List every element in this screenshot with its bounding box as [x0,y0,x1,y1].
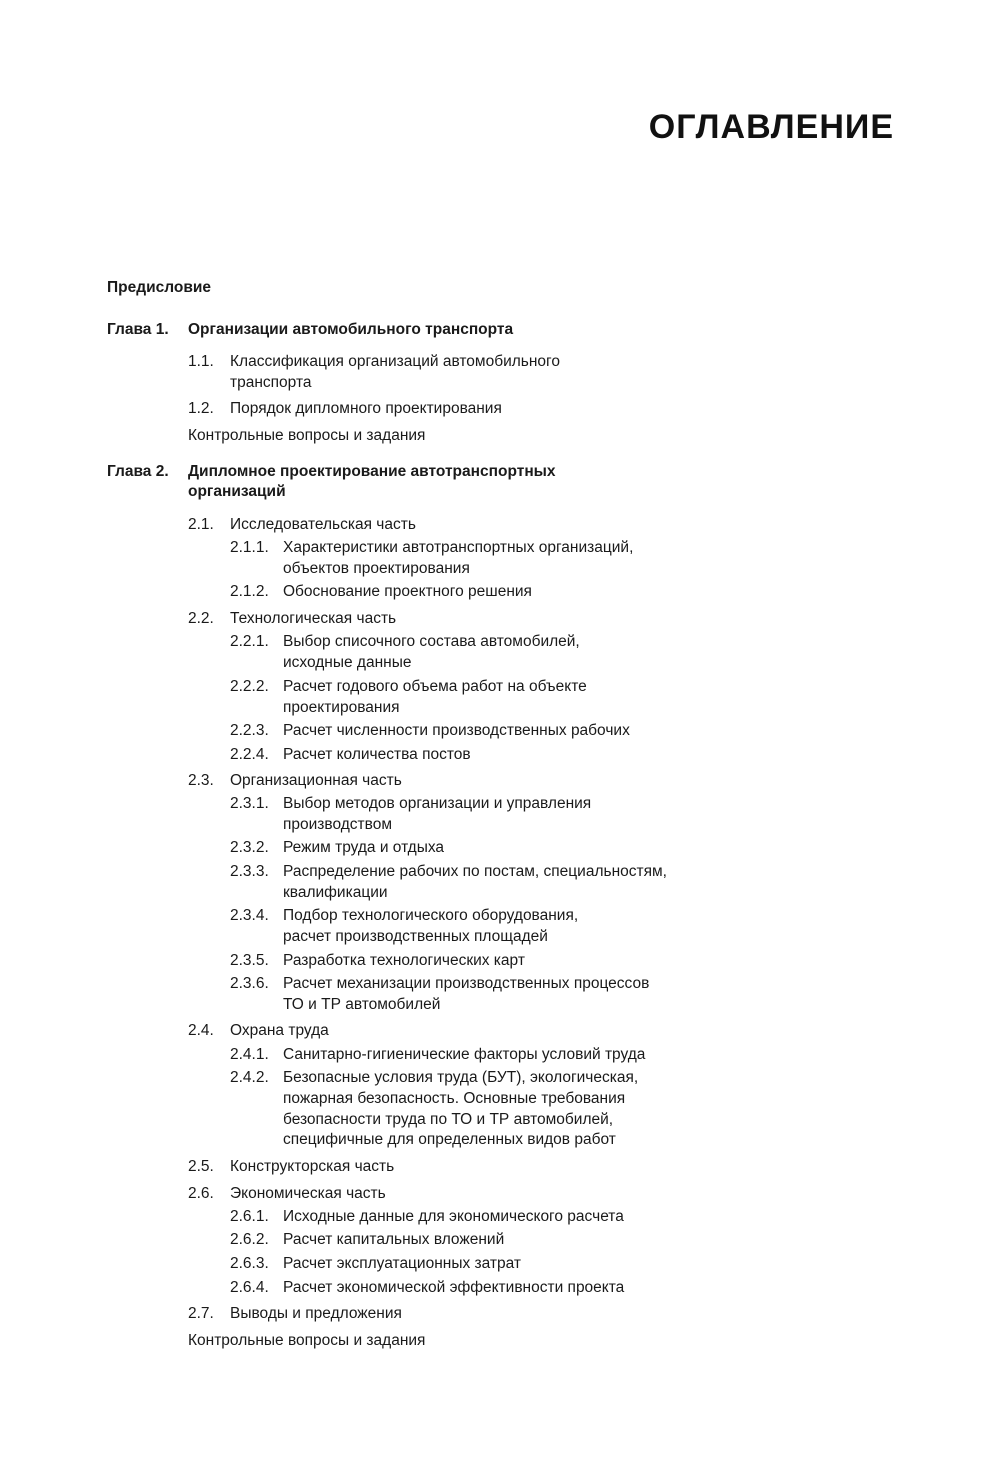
toc-entry-title: Подбор технологического оборудования, [283,907,579,924]
toc-entry-title: Классификация организаций автомобильного [230,353,560,370]
toc-entry-title: Разработка технологических карт [283,952,525,969]
toc-entry-title-continued: проектирования [283,699,400,716]
toc-entry-number: 2.3.4. [230,907,269,924]
toc-entry-number: 1.1. [188,353,214,370]
toc-entry-number: 2.6.3. [230,1255,269,1272]
toc-entry-number: 2.4.2. [230,1069,269,1086]
toc-entry-title-continued: расчет производственных площадей [283,928,548,945]
toc-entry-number: 2.1.2. [230,583,269,600]
toc-entry-title: Расчет механизации производственных процессов [283,975,650,992]
toc-entry-title: Санитарно-гигиенические факторы условий труда [283,1046,646,1063]
toc-entry-number: 2.4. [188,1022,214,1039]
toc-entry-number: 2.6. [188,1185,214,1202]
toc-entry-number: 2.3. [188,772,214,789]
toc-entry-number: 2.3.6. [230,975,269,992]
toc-entry-number: 2.7. [188,1305,214,1322]
toc-entry-title: Организации автомобильного транспорта [188,321,514,338]
toc-entry-title: Конструкторская часть [230,1158,395,1175]
toc-entry-title-continued: объектов проектирования [283,560,470,577]
toc-entry-number: 2.2.4. [230,746,269,763]
toc-entry-number: 2.1. [188,516,214,533]
toc-entry-number: 2.2.3. [230,722,269,739]
toc-entry-title: Контрольные вопросы и задания [188,427,426,444]
toc-entry-title: Расчет эксплуатационных затрат [283,1255,522,1272]
toc-entry-title: Режим труда и отдыха [283,839,445,856]
toc-entry-number: 2.3.5. [230,952,269,969]
page-title: ОГЛАВЛЕНИЕ [648,108,894,146]
toc-entry-title: Порядок дипломного проектирования [230,400,502,417]
toc-entry-title-continued: производством [283,816,392,833]
toc-entry-title-continued: пожарная безопасность. Основные требования [283,1090,626,1107]
toc-entry-title: Предисловие [107,279,212,296]
toc-entry-title-continued: организаций [188,483,286,500]
toc-entry-number: Глава 2. [107,463,169,480]
toc-entry-title: Расчет капитальных вложений [283,1231,505,1248]
toc-entry-title: Экономическая часть [230,1185,386,1202]
toc-entry-title-continued: транспорта [230,374,312,391]
toc-entry-number: 1.2. [188,400,214,417]
toc-entry-title: Расчет годового объема работ на объекте [283,678,587,695]
toc-entry-number: 2.6.1. [230,1208,269,1225]
toc-entry-title: Расчет численности производственных рабочих [283,722,630,739]
toc-entry-title: Выбор списочного состава автомобилей, [283,633,580,650]
toc-entry-number: 2.2. [188,610,214,627]
toc-entry-number: 2.6.4. [230,1279,269,1296]
toc-entry-number: 2.3.1. [230,795,269,812]
toc-entry-title: Исходные данные для экономического расчета [283,1208,624,1225]
toc-entry-title: Расчет количества постов [283,746,471,763]
toc-entry-title-continued: специфичные для определенных видов работ [283,1131,616,1148]
toc-entry-title-continued: квалификации [283,884,388,901]
toc-entry-title: Безопасные условия труда (БУТ), экологическая, [283,1069,639,1086]
toc-entry-title: Охрана труда [230,1022,329,1039]
toc-entry-title: Организационная часть [230,772,402,789]
toc-entry-number: 2.5. [188,1158,214,1175]
toc-entry-title: Распределение рабочих по постам, специальностям, [283,863,667,880]
toc-entry-title: Технологическая часть [230,610,397,627]
toc-entry-number: Глава 1. [107,321,169,338]
toc-entry-number: 2.3.3. [230,863,269,880]
toc-entry-title: Дипломное проектирование автотранспортных [188,463,556,480]
toc-entry-title: Выводы и предложения [230,1305,402,1322]
toc-entry-title: Исследовательская часть [230,516,416,533]
toc-entry-number: 2.6.2. [230,1231,269,1248]
toc-entry-title: Расчет экономической эффективности проекта [283,1279,625,1296]
toc-entry-number: 2.2.2. [230,678,269,695]
toc-entry-number: 2.1.1. [230,539,269,556]
toc-entry-number: 2.3.2. [230,839,269,856]
toc-entry-title: Выбор методов организации и управления [283,795,592,812]
toc-entry-title: Контрольные вопросы и задания [188,1332,426,1349]
toc-entry-title-continued: исходные данные [283,654,412,671]
toc-entry-title: Обоснование проектного решения [283,583,532,600]
toc-entry-title-continued: безопасности труда по ТО и ТР автомобилей, [283,1111,614,1128]
toc-entry-number: 2.4.1. [230,1046,269,1063]
toc-entry-number: 2.2.1. [230,633,269,650]
toc-entry-title: Характеристики автотранспортных организаций, [283,539,634,556]
toc-entry-title-continued: ТО и ТР автомобилей [283,996,441,1013]
